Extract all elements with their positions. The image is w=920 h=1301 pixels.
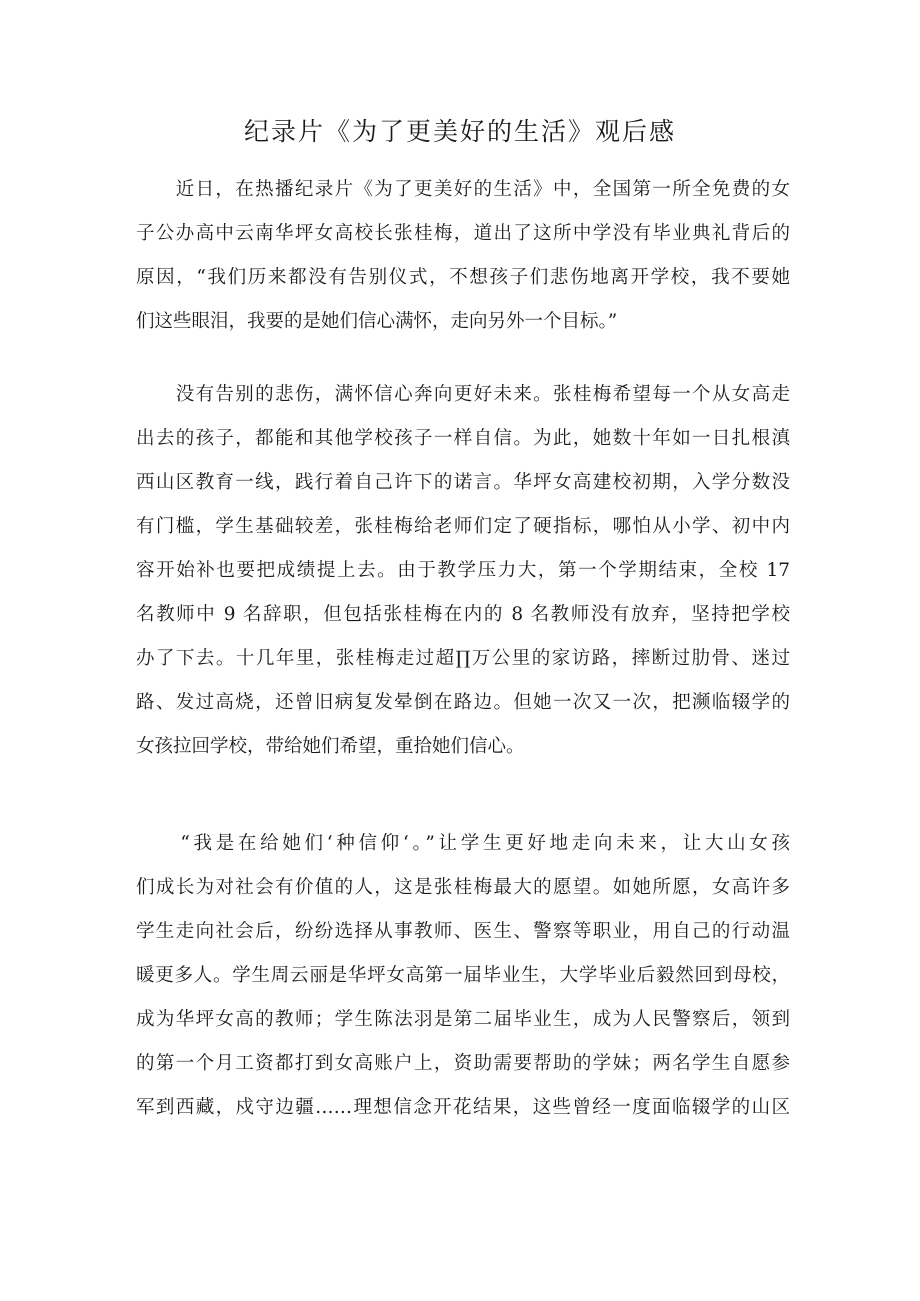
text-line: 军到西藏，戍守边疆……理想信念开花结果，这些曾经一度面临辍学的山区 [136,1097,790,1118]
text-line: 成为华坪女高的教师；学生陈法羽是第二届毕业生，成为人民警察后，领到 [136,1009,790,1030]
text-line: 子公办高中云南华坪女高校长张桂梅，道出了这所中学没有毕业典礼背后的 [136,223,790,244]
paragraph-3 [136,822,790,1130]
text-line: “我是在给她们‘种信仰‘。”让学生更好地走向未来，让大山女孩 [136,833,790,854]
paragraph-1 [136,168,790,344]
text-line: 有门槛，学生基础较差，张桂梅给老师们定了硬指标，哪怕从小学、初中内 [136,516,790,537]
text-line: 的第一个月工资都打到女高账户上，资助需要帮助的学妹；两名学生自愿参 [136,1053,790,1074]
paragraph-2 [136,373,790,769]
text-line: 没有告别的悲伤，满怀信心奔向更好未来。张桂梅希望每一个从女高走 [136,384,790,405]
text-line: 路、发过高烧，还曾旧病复发晕倒在路边。但她一次又一次，把濒临辍学的 [136,692,790,713]
text-line: 名教师中 9 名辞职，但包括张桂梅在内的 8 名教师没有放弃，坚持把学校 [136,604,790,625]
text-line: 西山区教育一线，践行着自己许下的诺言。华坪女高建校初期，入学分数没 [136,472,790,493]
text-line: 女孩拉回学校，带给她们希望，重拾她们信心。 [136,736,525,757]
text-line: 容开始补也要把成绩提上去。由于教学压力大，第一个学期结束，全校 17 [136,560,790,581]
text-line: 原因，“我们历来都没有告别仪式，不想孩子们悲伤地离开学校，我不要她 [136,267,790,288]
text-line: 办了下去。十几年里，张桂梅走过超∏万公里的家访路，摔断过肋骨、迷过 [136,648,790,669]
text-line: 暖更多人。学生周云丽是华坪女高第一届毕业生，大学毕业后毅然回到母校， [136,965,790,986]
text-line: 出去的孩子，都能和其他学校孩子一样自信。为此，她数十年如一日扎根滇 [136,428,790,449]
text-line: 们成长为对社会有价值的人，这是张桂梅最大的愿望。如她所愿，女高许多 [136,877,790,898]
text-line: 近日，在热播纪录片《为了更美好的生活》中，全国第一所全免费的女 [136,179,790,200]
text-line: 学生走向社会后，纷纷选择从事教师、医生、警察等职业，用自己的行动温 [136,921,790,942]
document-title: 纪录片《为了更美好的生活》观后感 [243,117,676,146]
text-line: 们这些眼泪，我要的是她们信心满怀，走向另外一个目标。” [136,311,618,332]
